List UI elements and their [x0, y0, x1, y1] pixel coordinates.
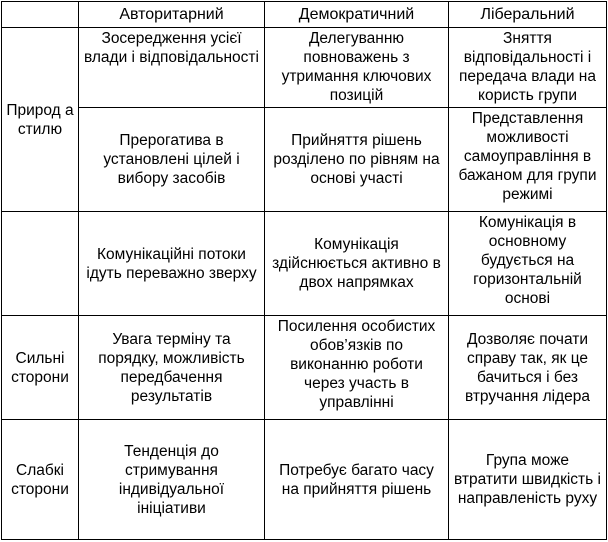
table-cell: Комунікаційні потоки ідуть переважно зверху — [79, 212, 265, 316]
table-cell: Делегуванню повноважень з утримання ключових позицій — [265, 28, 449, 108]
table-cell: Прерогатива в установлені цілей і вибору засобів — [79, 108, 265, 212]
header-authoritarian: Авторитарний — [79, 2, 265, 28]
header-corner — [2, 2, 79, 28]
table-row — [2, 108, 607, 212]
table-cell: Дозволяє почати справу так, як це бачиться і без втручання лідера — [449, 316, 607, 420]
table-row — [2, 316, 607, 420]
table-cell: Прийняття рішень розділено по рівням на основі участі — [265, 108, 449, 212]
header-democratic: Демократичний — [265, 2, 449, 28]
table-row — [2, 420, 607, 540]
table-cell: Група може втратити швидкість і направленість руху — [449, 420, 607, 540]
header-liberal: Ліберальний — [449, 2, 607, 28]
table-cell: Комунікація в основному будується на горизонтальній основі — [449, 212, 607, 316]
leadership-styles-table — [1, 1, 607, 540]
table-cell: Посилення особистих обов’язків по виконанню роботи через участь в управлінні — [265, 316, 449, 420]
table-cell: Представлення можливості самоуправління в бажаном для групи режимі — [449, 108, 607, 212]
table-cell: Зосередження усієї влади і відповідальності — [79, 28, 265, 108]
table-cell: Тенденція до стримування індивідуальної ініціативи — [79, 420, 265, 540]
table-cell: Комунікація здійснюється активно в двох напрямках — [265, 212, 449, 316]
table-cell: Потребує багато часу на прийняття рішень — [265, 420, 449, 540]
header-row — [2, 2, 607, 28]
table-row — [2, 212, 607, 316]
table-cell: Зняття відповідальності і передача влади на користь групи — [449, 28, 607, 108]
row-label-nature: Природ а стилю — [2, 28, 79, 212]
row-label-weaknesses: Слабкі сторони — [2, 420, 79, 540]
table-cell: Увага терміну та порядку, можливість передбачення результатів — [79, 316, 265, 420]
row-label-strengths: Сильні сторони — [2, 316, 79, 420]
row-label-empty — [2, 212, 79, 316]
table-row — [2, 28, 607, 108]
